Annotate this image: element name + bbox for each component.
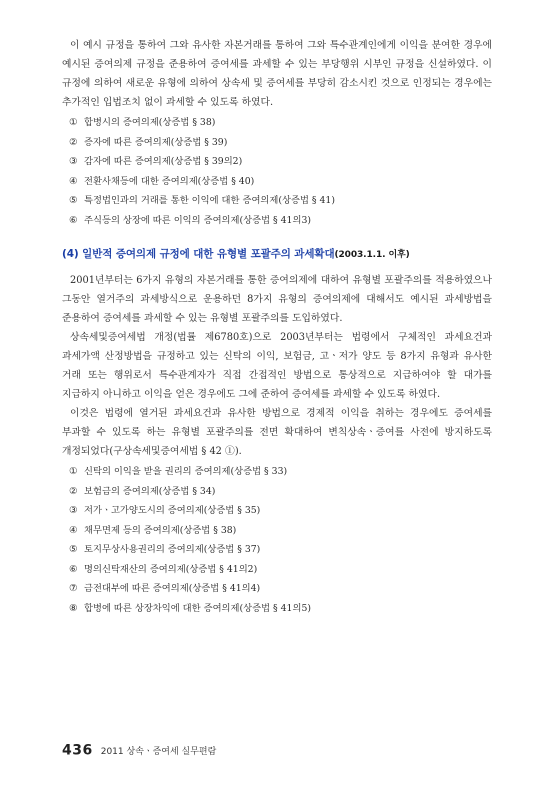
paragraph-2001: 2001년부터는 6가지 유형의 자본거래를 통한 증여의제에 대하여 유형별 포괄주의를 적용하였으나 그동안 열거주의 과세방식으로 운용하던 8가지 유형의 증여의제에 대해서도 예시된 과세방법을 준용하여 증여세를 과세할 수 있는 유형별 포괄주의를 도입하였다.: [62, 275, 492, 324]
section-heading: [62, 246, 492, 261]
page-content: [62, 36, 492, 618]
list-item: ⑥ 명의신탁재산의 증여의제(상증법 § 41의2): [69, 563, 258, 575]
list-item: ③ 저가ㆍ고가양도시의 증여의제(상증법 § 35): [69, 505, 261, 516]
list-item: ⑧ 합병에 따른 상장차익에 대한 증여의제(상증법 § 41의5): [69, 602, 311, 614]
page-footer: [62, 740, 216, 759]
section-heading-date: (2003.1.1. 이후): [334, 250, 410, 260]
list-item: ① 합병시의 증여의제(상증법 § 38): [69, 117, 216, 128]
list-item: ③ 감자에 따른 증여의제(상증법 § 39의2): [69, 156, 243, 167]
list-item: ⑥ 주식등의 상장에 따른 이익의 증여의제(상증법 § 41의3): [69, 214, 311, 226]
capital-transaction-list: [62, 113, 492, 230]
list-item: ② 보험금의 증여의제(상증법 § 34): [69, 485, 216, 497]
list-item: ⑤ 토지무상사용권리의 증여의제(상증법 § 37): [69, 544, 261, 555]
section-heading-text: (4) 일반적 증여의제 규정에 대한 유형별 포괄주의 과세확대: [62, 248, 335, 260]
book-title: 2011 상속ㆍ증여세 실무편람: [100, 747, 217, 757]
list-item: ④ 전환사채등에 대한 증여의제(상증법 § 40): [69, 175, 255, 187]
list-item: ④ 채무면제 등의 증여의제(상증법 § 38): [69, 524, 237, 536]
page-number: 436: [62, 742, 93, 759]
intro-paragraph: 이 예시 규정을 통하여 그와 유사한 자본거래를 통하여 그와 특수관계인에게 이익을 분여한 경우에 예시된 증여의제 규정을 준용하여 증여세를 과세할 수 있는 부당행위 시부인 규정을 신설하였다. 이 규정에 의하여 새로운 유형에 의하여 상속세 및 증여세를 부당히 감소시킨 것으로 인정되는 경우에는 추가적인 입법조치 없이 과세할 수 있도록 하였다.: [62, 40, 492, 108]
list-item: ② 증자에 따른 증여의제(상증법 § 39): [69, 136, 228, 148]
list-item: ① 신탁의 이익을 받을 권리의 증여의제(상증법 § 33): [69, 466, 288, 477]
deemed-gift-list: [62, 462, 492, 618]
paragraph-2003-amendment: 상속세및증여세법 개정(법률 제6780호)으로 2003년부터는 법령에서 구체적인 과세요건과 과세가액 산정방법을 규정하고 있는 신탁의 이익, 보험금, 고ㆍ저가 양도 등 8가지 유형과 유사한 거래 또는 행위로서 특수관계자가 직접 간접적인 방법으로 통상적으로 지급하여야 할 대가를 지급하지 아니하고 이익을 얻은 경우에도 그에 준하여 증여세를 과세할 수 있도록 하였다.: [62, 332, 492, 400]
list-item: ⑦ 금전대부에 따른 증여의제(상증법 § 41의4): [69, 583, 261, 594]
paragraph-comprehensive: 이것은 법령에 열거된 과세요건과 유사한 방법으로 경제적 이익을 취하는 경우에도 증여세를 부과할 수 있도록 하는 유형별 포괄주의를 전면 확대하여 변칙상속ㆍ증여를 사전에 방지하도록 개정되었다(구상속세및증여세법 § 42 ①).: [62, 408, 492, 457]
list-item: ⑤ 특정법인과의 거래를 통한 이익에 대한 증여의제(상증법 § 41): [69, 195, 335, 206]
